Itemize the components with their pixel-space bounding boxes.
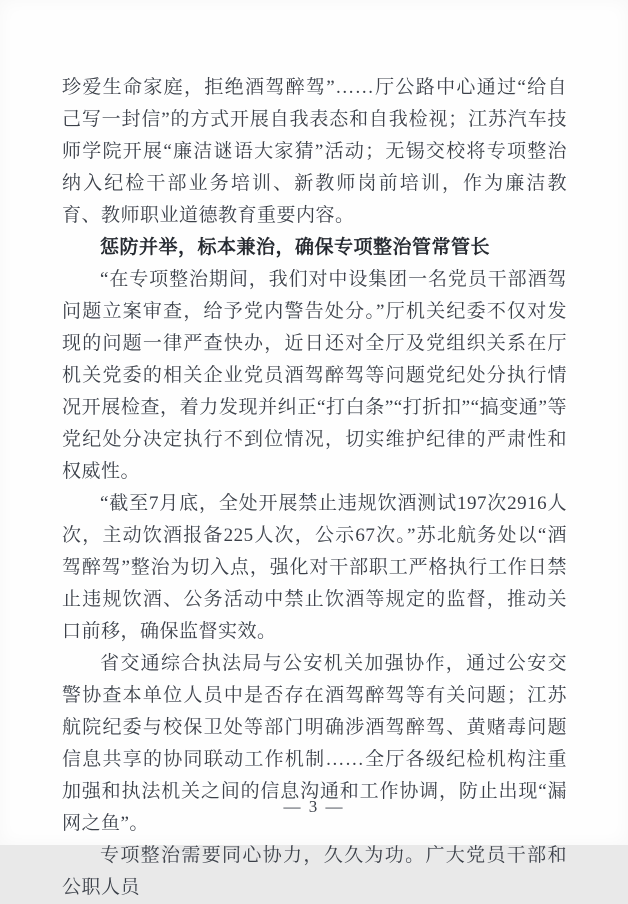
paragraph: “截至7月底，全处开展禁止违规饮酒测试197次2916人次，主动饮酒报备225人次，公示67次。”苏北航务处以“酒驾醉驾”整治为切入点，强化对干部职工严格执行工作日禁止违规饮酒、公务活动中禁止饮酒等规定的监督，推动关口前移，确保监督实效。 [62, 493, 567, 642]
paragraph: 省交通综合执法局与公安机关加强协作，通过公安交警协查本单位人员中是否存在酒驾醉驾等有关问题；江苏航院纪委与校保卫处等部门明确涉酒驾醉驾、黄赌毒问题信息共享的协同联动工作机制……全厅各级纪检机构注重加强和执法机关之间的信息沟通和工作协调，防止出现“漏网之鱼”。 [62, 653, 567, 834]
paragraph: “在专项整治期间，我们对中设集团一名党员干部酒驾问题立案审查，给予党内警告处分。”厅机关纪委不仅对发现的问题一律严查快办，近日还对全厅及党组织关系在厅机关党委的相关企业党员酒驾醉驾等问题党纪处分执行情况开展检查，着力发现并纠正“打白条”“打折扣”“搞变通”等党纪处分决定执行不到位情况，切实维护纪律的严肃性和权威性。 [62, 269, 567, 482]
document-body [62, 72, 567, 904]
continued-paragraph: 珍爱生命家庭，拒绝酒驾醉驾”……厅公路中心通过“给自己写一封信”的方式开展自我表态和自我检视；江苏汽车技师学院开展“廉洁谜语大家猜”活动；无锡交校将专项整治纳入纪检干部业务培训、新教师岗前培训，作为廉洁教育、教师职业道德教育重要内容。 [62, 77, 567, 226]
section-heading: 惩防并举，标本兼治，确保专项整治管常管长 [100, 237, 491, 258]
paragraph: 专项整治需要同心协力，久久为功。广大党员干部和公职人员 [62, 845, 567, 898]
page-number: — 3 — [283, 797, 345, 816]
